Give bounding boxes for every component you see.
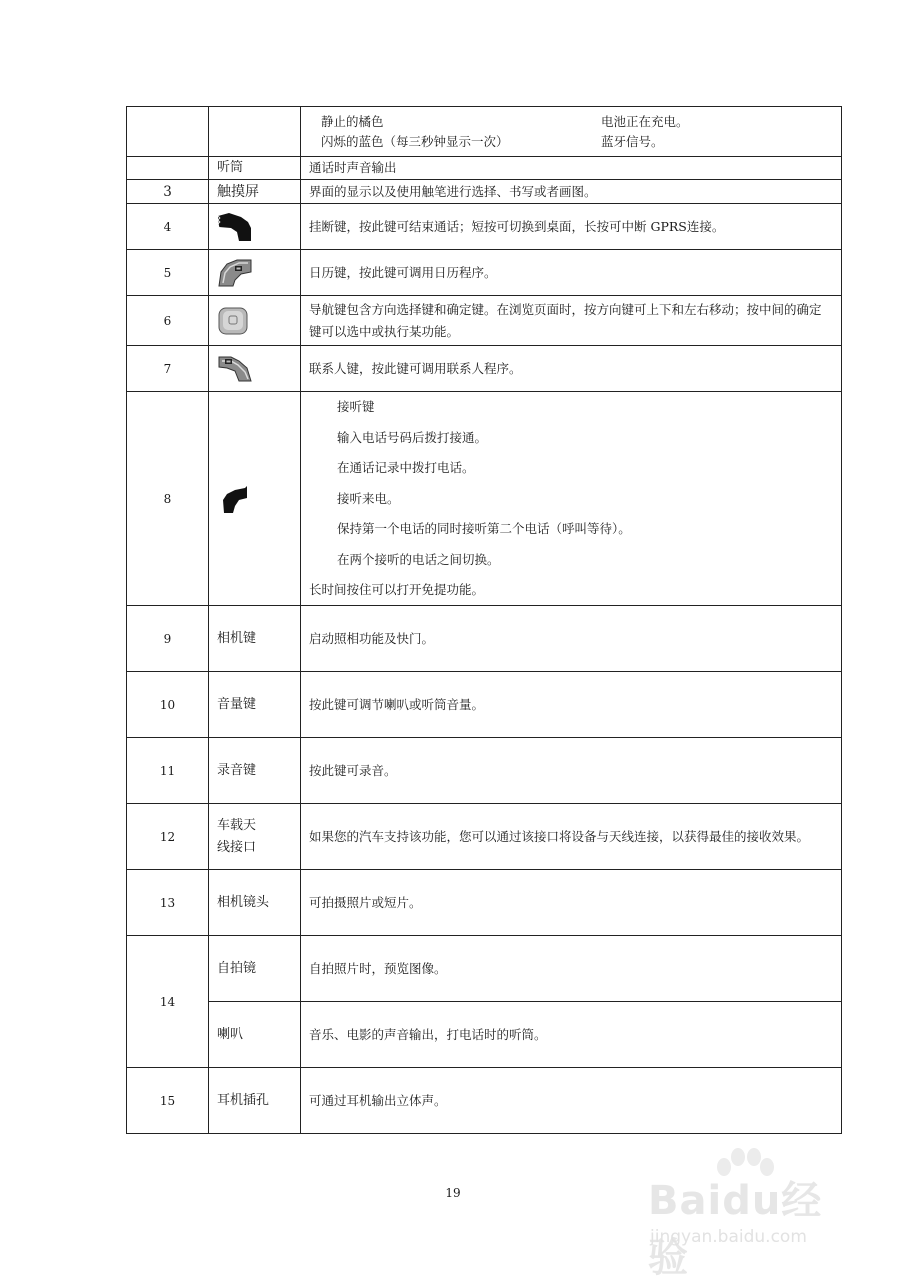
component-description: 联系人键，按此键可调用联系人程序。 bbox=[301, 346, 842, 392]
baidu-watermark bbox=[640, 1145, 860, 1281]
component-name: 相机镜头 bbox=[209, 870, 301, 936]
component-name: 录音键 bbox=[209, 738, 301, 804]
component-description: 可拍摄照片或短片。 bbox=[301, 870, 842, 936]
component-name: 听筒 bbox=[209, 157, 301, 180]
component-description: 如果您的汽车支持该功能，您可以通过该接口将设备与天线连接，以获得最佳的接收效果。 bbox=[301, 804, 842, 870]
icon-cell bbox=[209, 392, 301, 606]
number-cell bbox=[127, 107, 209, 157]
component-name: 相机键 bbox=[209, 606, 301, 672]
table-row bbox=[127, 296, 842, 346]
row-number: 4 bbox=[127, 204, 209, 250]
row-number: 6 bbox=[127, 296, 209, 346]
led-state-cell bbox=[301, 107, 842, 157]
component-name: 自拍镜 bbox=[209, 936, 301, 1002]
led-state-label: 闪烁的蓝色（每三秒钟显示一次） bbox=[321, 133, 509, 149]
watermark-url: jingyan.baidu.com bbox=[650, 1227, 807, 1247]
icon-cell bbox=[209, 346, 301, 392]
icon-cell bbox=[209, 204, 301, 250]
watermark-brand: Baidu经验 bbox=[648, 1178, 823, 1281]
component-name-line: 车载天 bbox=[217, 817, 257, 833]
table-row bbox=[127, 870, 842, 936]
table-row bbox=[127, 738, 842, 804]
component-description: 启动照相功能及快门。 bbox=[301, 606, 842, 672]
table-row bbox=[127, 107, 842, 157]
component-name: 触摸屏 bbox=[209, 180, 301, 204]
table-row bbox=[127, 180, 842, 204]
icon-cell bbox=[209, 250, 301, 296]
navigation-key-icon bbox=[217, 306, 249, 336]
component-name: 喇叭 bbox=[209, 1002, 301, 1068]
component-name bbox=[209, 804, 301, 870]
led-state-row bbox=[309, 112, 833, 132]
table-row bbox=[127, 204, 842, 250]
component-description bbox=[301, 392, 842, 606]
table-row bbox=[127, 392, 842, 606]
description-line: 保持第一个电话的同时接听第二个电话（呼叫等待）。 bbox=[337, 521, 631, 536]
component-description: 音乐、电影的声音输出，打电话时的听筒。 bbox=[301, 1002, 842, 1068]
button-spec-table bbox=[126, 106, 842, 1134]
description-line: 在通话记录中拨打电话。 bbox=[337, 460, 475, 475]
component-description: 自拍照片时，预览图像。 bbox=[301, 936, 842, 1002]
table-row bbox=[127, 1068, 842, 1134]
component-description: 按此键可调节喇叭或听筒音量。 bbox=[301, 672, 842, 738]
row-number: 14 bbox=[127, 936, 209, 1068]
component-name: 音量键 bbox=[209, 672, 301, 738]
description-line: 接听来电。 bbox=[337, 490, 400, 506]
icon-cell bbox=[209, 296, 301, 346]
component-description: 按此键可录音。 bbox=[301, 738, 842, 804]
led-state-label: 静止的橘色 bbox=[321, 113, 384, 129]
table-row bbox=[127, 672, 842, 738]
row-number: 11 bbox=[127, 738, 209, 804]
name-cell bbox=[209, 107, 301, 157]
row-number: 15 bbox=[127, 1068, 209, 1134]
led-state-row bbox=[309, 132, 833, 152]
description-line: 接听键 bbox=[337, 399, 375, 414]
component-name-line: 线接口 bbox=[217, 839, 257, 855]
table-row bbox=[127, 936, 842, 1002]
component-description: 通话时声音输出 bbox=[301, 157, 842, 180]
calendar-key-icon bbox=[217, 258, 253, 288]
description-line: 长时间按住可以打开免提功能。 bbox=[309, 582, 485, 597]
row-number: 7 bbox=[127, 346, 209, 392]
description-line: 在两个接听的电话之间切换。 bbox=[337, 551, 500, 567]
component-description: 可通过耳机输出立体声。 bbox=[301, 1068, 842, 1134]
component-description: 界面的显示以及使用触笔进行选择、书写或者画图。 bbox=[301, 180, 842, 204]
row-number: 8 bbox=[127, 392, 209, 606]
table-row bbox=[127, 157, 842, 180]
led-state-meaning: 蓝牙信号。 bbox=[601, 133, 664, 149]
row-number: 5 bbox=[127, 250, 209, 296]
component-description: 日历键，按此键可调用日历程序。 bbox=[301, 250, 842, 296]
row-number: 3 bbox=[127, 180, 209, 204]
table-row bbox=[127, 606, 842, 672]
call-key-icon bbox=[221, 484, 257, 514]
row-number: 13 bbox=[127, 870, 209, 936]
component-description: 导航键包含方向选择键和确定键。在浏览页面时，按方向键可上下和左右移动；按中间的确定键可以选中或执行某功能。 bbox=[301, 296, 842, 346]
table-row bbox=[127, 250, 842, 296]
row-number: 10 bbox=[127, 672, 209, 738]
table-row bbox=[127, 804, 842, 870]
end-call-key-icon bbox=[217, 212, 253, 242]
row-number: 12 bbox=[127, 804, 209, 870]
table-row bbox=[127, 1002, 842, 1068]
contacts-key-icon bbox=[217, 355, 253, 383]
row-number: 9 bbox=[127, 606, 209, 672]
component-description: 挂断键，按此键可结束通话；短按可切换到桌面，长按可中断 GPRS连接。 bbox=[301, 204, 842, 250]
led-state-meaning: 电池正在充电。 bbox=[601, 113, 689, 129]
description-line: 输入电话号码后拨打接通。 bbox=[337, 429, 488, 445]
page-number: 19 bbox=[445, 1186, 461, 1200]
table-row bbox=[127, 346, 842, 392]
component-name: 耳机插孔 bbox=[209, 1068, 301, 1134]
number-cell bbox=[127, 157, 209, 180]
